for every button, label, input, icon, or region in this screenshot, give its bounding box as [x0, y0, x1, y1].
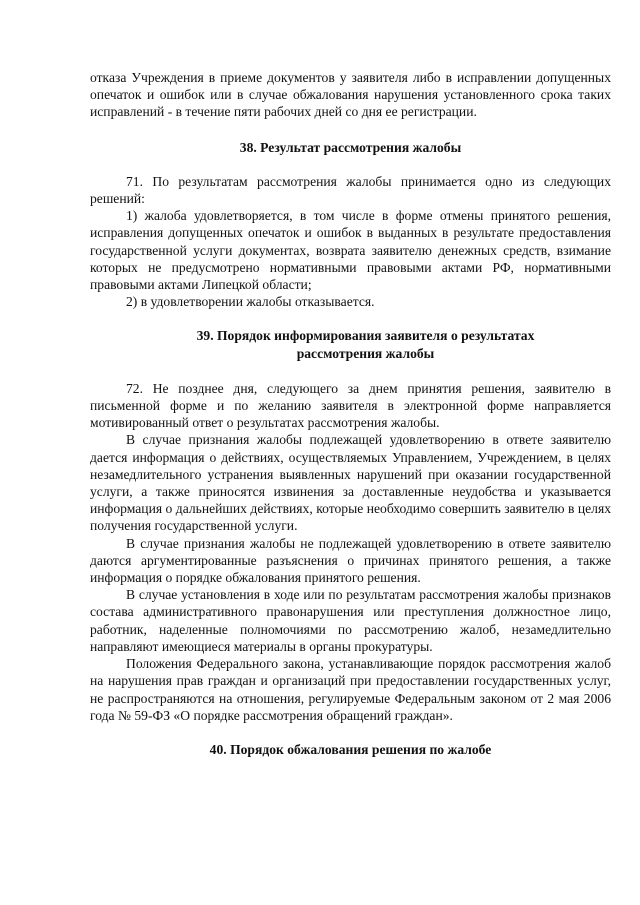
decision-item-1: 1) жалоба удовлетворяется, в том числе в форме отмены принятого решения, исправления допущенных опечаток и ошибок в выданных в результате предоставления государственной услуги документах, возврата заявителю денежных средств, взимание которых не предусмотрено нормативными правовыми актами РФ, нормативными правовыми актами Липецкой области; [90, 208, 611, 293]
section-39-heading-line-2: рассмотрения жалобы [296, 345, 435, 361]
document-body [90, 69, 611, 758]
intro-paragraph: отказа Учреждения в приеме документов у заявителя либо в исправлении допущенных опечаток и ошибок или в случае обжалования нарушения установленного срока таких исправлений - в течение пяти рабочих дней со дня ее регистрации. [90, 70, 611, 120]
paragraph-complaint-satisfied: В случае признания жалобы подлежащей удовлетворению в ответе заявителю дается информация о действиях, осуществляемых Управлением, Учреждением, в целях незамедлительного устранения выявленных нарушений при оказании государственной услуги, а также приносятся извинения за доставленные неудобства и указывается информация о дальнейших действиях, которые необходимо совершить заявителю в целях получения государственной услуги. [90, 432, 611, 534]
decision-item-2: 2) в удовлетворении жалобы отказывается. [126, 294, 375, 310]
paragraph-71: 71. По результатам рассмотрения жалобы принимается одно из следующих решений: [90, 173, 611, 207]
section-39-heading [90, 327, 611, 361]
paragraph-72: 72. Не позднее дня, следующего за днем принятия решения, заявителю в письменной форме и по желанию заявителя в электронной форме направляется мотивированный ответ о результатах рассмотрения жалобы. [90, 380, 611, 431]
section-39-heading-line-1: 39. Порядок информирования заявителя о результатах [196, 328, 535, 344]
paragraph-federal-law: Положения Федерального закона, устанавливающие порядок рассмотрения жалоб на нарушения прав граждан и организаций при предоставлении государственных услуг, не распространяются на отношения, регулируемые Федеральным законом от 2 мая 2006 года № 59-ФЗ «О порядке рассмотрения обращений граждан». [90, 656, 611, 723]
paragraph-offense-detected: В случае установления в ходе или по результатам рассмотрения жалобы признаков состава административного правонарушения или преступления должностное лицо, работник, наделенные полномочиями по рассмотрению жалоб, незамедлительно направляют имеющиеся материалы в органы прокуратуры. [90, 587, 611, 654]
section-40-heading: 40. Порядок обжалования решения по жалобе [209, 741, 492, 757]
section-38-heading: 38. Результат рассмотрения жалобы [239, 139, 462, 155]
paragraph-complaint-rejected: В случае признания жалобы не подлежащей удовлетворению в ответе заявителю даются аргументированные разъяснения о причинах принятого решения, а также информация о порядке обжалования принятого решения. [90, 535, 611, 586]
